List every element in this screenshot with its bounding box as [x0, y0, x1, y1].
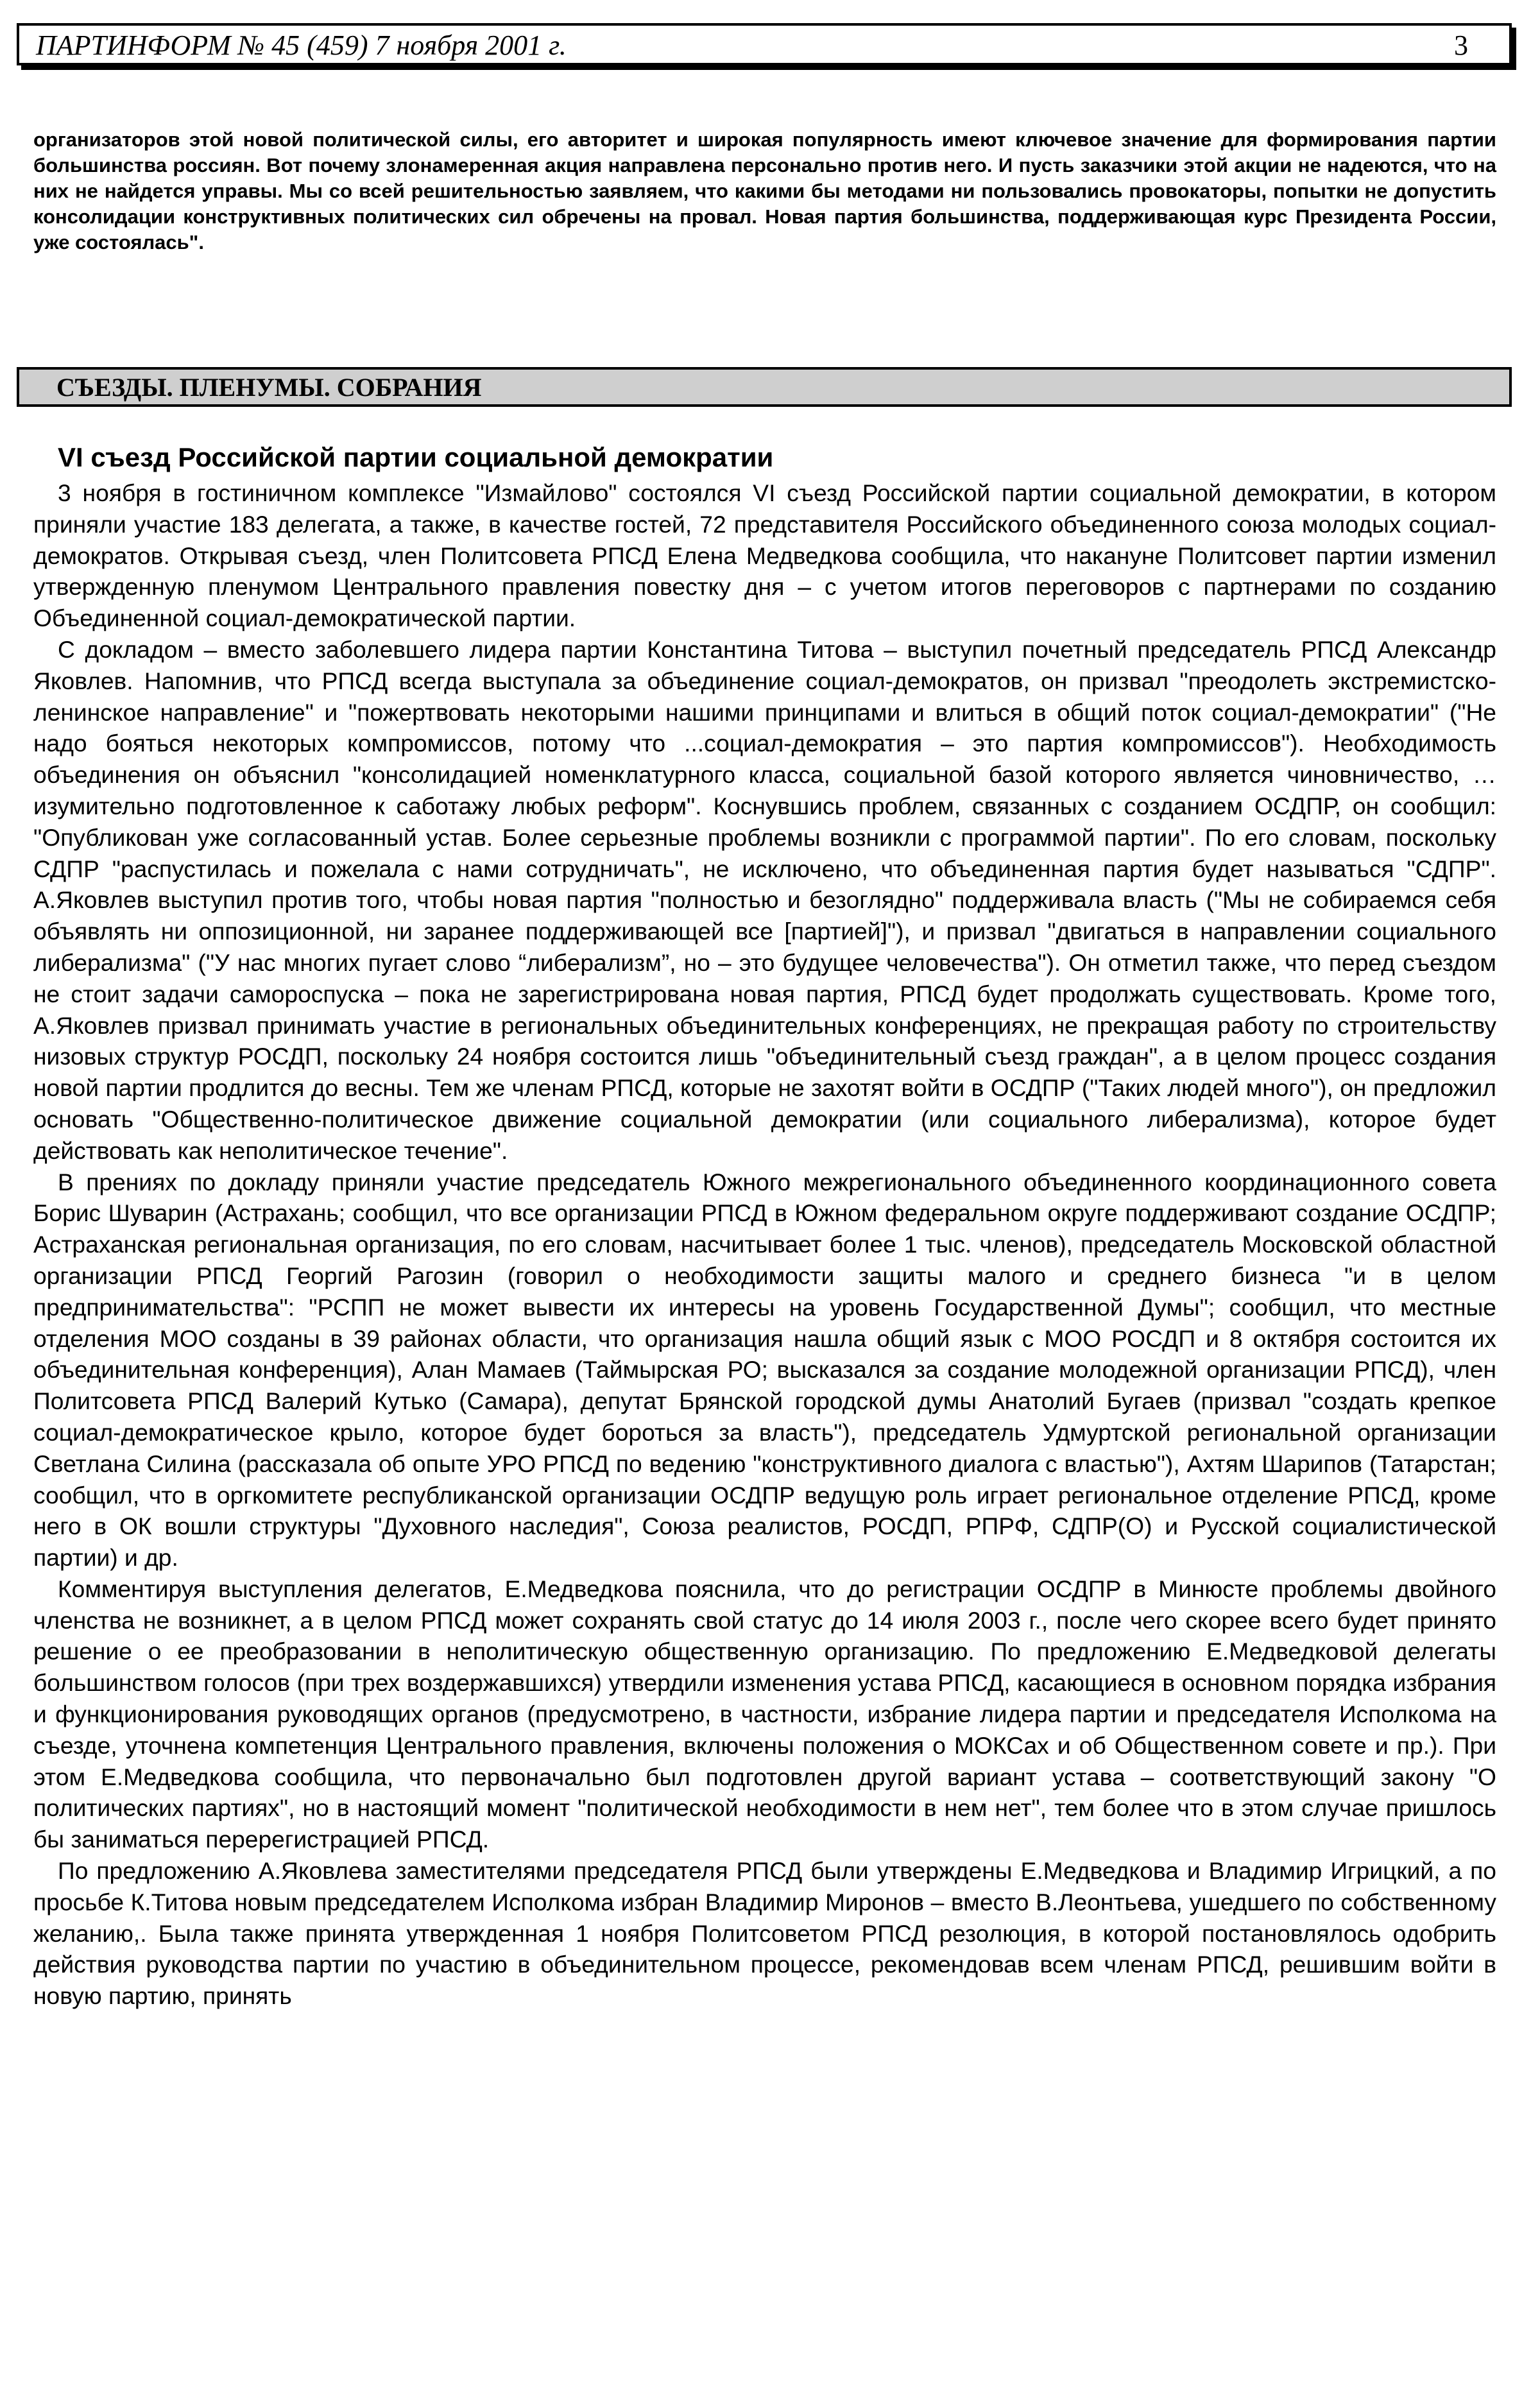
article-paragraph: В прениях по докладу приняли участие председатель Южного межрегионального объединенного координационного совета Борис Шуварин (Астрахань; сообщил, что все организации РПСД в Южном федеральном округе поддерживают создание ОСДПР; Астраханская региональная организация, по его словам, насчитывает более 1 тыс. членов), председатель Московской областной организации РПСД Георгий Рагозин (говорил о необходимости защиты малого и среднего бизнеса "и в целом предпринимательства": "РСПП не может вывести их интересы на уровень Государственной Думы"; сообщил, что местные отделения МОО созданы в 39 районах области, что организация нашла общий язык с МОО РОСДП и 8 октября состоится их объединительная конференция), Алан Мамаев (Таймырская РО; высказался за создание молодежной организации РПСД), член Политсовета РПСД Валерий Кутько (Самара), депутат Брянской городской думы Анатолий Бугаев (призвал "создать крепкое социал-демократическое крыло, которое будет бороться за власть"), председатель Удмуртской региональной организации Светлана Силина (рассказала об опыте УРО РПСД по ведению "конструктивного диалога с властью"), Ахтям Шарипов (Татарстан; сообщил, что в оргкомитете республиканской организации ОСДПР ведущую роль играет региональное отделение РПСД, кроме него в ОК вошли структуры "Духовного наследия", Союза реалистов, РОСДП, РПРФ, СДПР(О) и Русской социалистической партии) и др.: [33, 1168, 1496, 1572]
article: [33, 440, 1496, 2365]
article-paragraph: По предложению А.Яковлева заместителями председателя РПСД были утверждены Е.Медведкова и Владимир Игрицкий, а по просьбе К.Титова новым председателем Исполкома избран Владимир Миронов – вместо В.Леонтьева, ушедшего по собственному желанию,. Была также принята утвержденная 1 ноября Политсоветом РПСД резолюция, в которой постановлялось одобрить действия руководства партии по участию в объединительном процессе, рекомендовав всем членам РПСД, решившим войти в новую партию, принять: [33, 1857, 1496, 2010]
article-paragraph: Комментируя выступления делегатов, Е.Медведкова пояснила, что до регистрации ОСДПР в Минюсте проблемы двойного членства не возникнет, а в целом РПСД может сохранять свой статус до 14 июля 2003 г., после чего скорее всего будет принято решение о ее преобразовании в неполитическую общественную организацию. По предложению Е.Медведковой делегаты большинством голосов (при трех воздержавшихся) утвердили изменения устава РПСД, касающиеся в основном порядка избрания и функционирования руководящих органов (предусмотрено, в частности, избрание лидера партии и председателя Исполкома на съезде, уточнена компетенция Центрального правления, включены положения о МОКСах и об Общественном совете и пр.). При этом Е.Медведкова сообщила, что первоначально был подготовлен другой вариант устава – соответствующий закону "О политических партиях", но в настоящий момент "политической необходимости в нем нет", тем более что в этом случае пришлось бы заниматься перерегистрацией РПСД.: [33, 1575, 1496, 1853]
page-number: 3: [1454, 30, 1468, 61]
continued-text-bold: организаторов этой новой политической силы, его авторитет и широкая популярность имеют ключевое значение для формирования партии большинства россиян. Вот почему злонамеренная акция направлена персонально против него. И пусть заказчики этой акции не надеются, что на них не найдется управы. Мы со всей решительностью заявляем, что какими бы методами ни пользовались провокаторы, попытки не допустить консолидации конструктивных политических сил обречены на провал. Новая партия большинства, поддерживающая курс Президента России, уже состоялась".: [33, 128, 1496, 253]
page-header: [17, 23, 1512, 65]
section-heading: СЪЕЗДЫ. ПЛЕНУМЫ. СОБРАНИЯ: [17, 367, 1512, 407]
publication-title: ПАРТИНФОРМ № 45 (459) 7 ноября 2001 г.: [36, 30, 567, 61]
article-paragraph: 3 ноября в гостиничном комплексе "Измайлово" состоялся VI съезд Российской партии социальной демократии, в котором приняли участие 183 делегата, а также, в качестве гостей, 72 представителя Российского объединенного союза молодых социал-демократов. Открывая съезд, член Политсовета РПСД Елена Медведкова сообщила, что накануне Политсовет партии изменил утвержденную пленумом Центрального правления повестку дня – с учетом итогов переговоров с партнерами по созданию Объединенной социал-демократической партии.: [33, 479, 1496, 632]
article-title: VI съезд Российской партии социальной демократии: [58, 442, 774, 472]
article-paragraph: С докладом – вместо заболевшего лидера партии Константина Титова – выступил почетный председатель РПСД Александр Яковлев. Напомнив, что РПСД всегда выступала за объединение социал-демократов, он призвал "преодолеть экстремистско-ленинское направление" и "пожертвовать некоторыми нашими принципами и влиться в общий поток социал-демократии" ("Не надо бояться некоторых компромиссов, потому что ...социал-демократия – это партия компромиссов"). Необходимость объединения он объяснил "консолидацией номенклатурного класса, социальной базой которого является чиновничество, …изумительно подготовленное к саботажу любых реформ". Коснувшись проблем, связанных с созданием ОСДПР, он сообщил: "Опубликован уже согласованный устав. Более серьезные проблемы возникли с программой партии". По его словам, поскольку СДПР "распустилась и пожелала с нами сотрудничать", не исключено, что объединенная партия будет называться "СДПР". А.Яковлев выступил против того, чтобы новая партия "полностью и безоглядно" поддерживала власть ("Мы не собираемся себя объявлять ни оппозиционной, ни заранее поддерживающей все [партией]"), и призвал "двигаться в направлении социального либерализма" ("У нас многих пугает слово “либерализм”, но – это будущее человечества"). Он отметил также, что перед съездом не стоит задачи самороспуска – пока не зарегистрирована новая партия, РПСД будет продолжать существовать. Кроме того, А.Яковлев призвал принимать участие в региональных объединительных конференциях, не прекращая работу по строительству низовых структур РОСДП, поскольку 24 ноября состоится лишь "объединительный съезд граждан", а в целом процесс создания новой партии продлится до весны. Тем же членам РПСД, которые не захотят войти в ОСДПР ("Таких людей много"), он предложил основать "Общественно-политическое движение социальной демократии (или социального либерализма), которое будет действовать как неполитическое течение".: [33, 635, 1496, 1164]
